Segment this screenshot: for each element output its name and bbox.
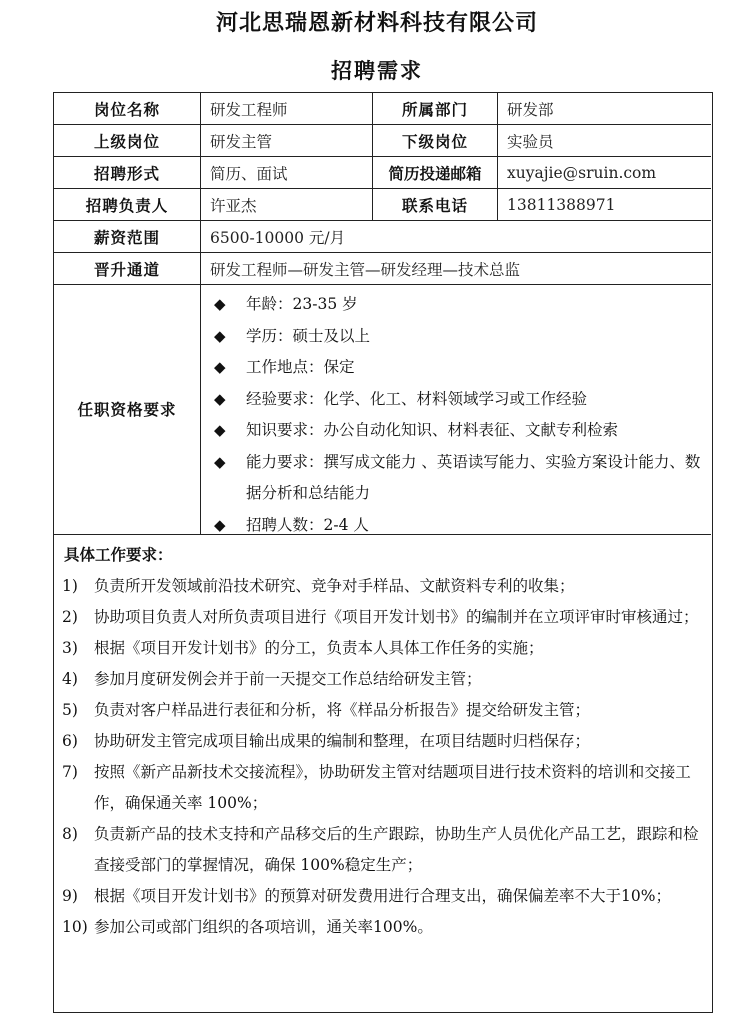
- document-title: 招聘需求: [331, 58, 423, 83]
- subordinate-value: 实验员: [507, 132, 554, 151]
- diamond-bullet-icon: ◆: [214, 358, 226, 376]
- subordinate-label: 下级岗位: [401, 131, 468, 151]
- department-label: 所属部门: [401, 99, 468, 119]
- email-value[interactable]: xuyajie@sruin.com: [507, 163, 657, 182]
- diamond-bullet-icon: ◆: [214, 326, 226, 345]
- position-label: 岗位名称: [93, 99, 160, 119]
- promotion-value: 研发工程师—研发主管—研发经理—技术总监: [210, 260, 521, 279]
- requirement-item: ◆ 经验要求：化学、化工、材料领域学习或工作经验: [214, 384, 709, 416]
- requirement-item: ◆ 学历：硕士及以上: [214, 321, 709, 353]
- duty-item: 7) 按照《新产品新技术交接流程》，协助研发主管对结题项目进行技术资料的培训和交接工作，确保通关率 100%；: [62, 763, 691, 812]
- duties-list: [62, 571, 707, 943]
- duty-item: 10) 参加公司或部门组织的各项培训，通关率100%。: [62, 918, 433, 936]
- phone-label: 联系电话: [401, 195, 468, 215]
- duty-item: 4) 参加月度研发例会并于前一天提交工作总结给研发主管；: [62, 670, 482, 688]
- duty-item: 8) 负责新产品的技术支持和产品移交后的生产跟踪，协助生产人员优化产品工艺，跟踪和检查接受部门的掌握情况，确保 100%稳定生产；: [62, 825, 699, 874]
- superior-label: 上级岗位: [93, 131, 160, 151]
- diamond-bullet-icon: ◆: [214, 452, 226, 471]
- salary-value: 6500-10000 元/月: [210, 228, 346, 247]
- contact-person-label: 招聘负责人: [85, 195, 169, 215]
- duty-item: 3) 根据《项目开发计划书》的分工，负责本人具体工作任务的实施；: [62, 639, 544, 657]
- email-label: 简历投递邮箱: [388, 163, 482, 183]
- salary-label: 薪资范围: [93, 227, 160, 247]
- phone-value[interactable]: 13811388971: [507, 195, 616, 214]
- duty-item: 5) 负责对客户样品进行表征和分析，将《样品分析报告》提交给研发主管；: [62, 701, 591, 719]
- method-value: 简历、面试: [210, 164, 288, 183]
- requirement-item: ◆ 工作地点：保定: [214, 352, 709, 384]
- superior-value: 研发主管: [210, 132, 273, 151]
- diamond-bullet-icon: ◆: [214, 421, 226, 439]
- requirements-list: [214, 289, 709, 541]
- requirement-item: ◆ 年龄：23-35 岁: [214, 289, 709, 321]
- duties-heading: 具体工作要求：: [64, 545, 173, 564]
- duty-item: 9) 根据《项目开发计划书》的预算对研发费用进行合理支出，确保偏差率不大于10%；: [62, 887, 671, 905]
- diamond-bullet-icon: ◆: [214, 515, 226, 534]
- promotion-label: 晋升通道: [93, 259, 160, 279]
- diamond-bullet-icon: ◆: [214, 389, 226, 408]
- department-value: 研发部: [507, 100, 554, 119]
- recruitment-table: [53, 92, 713, 1013]
- requirement-item: ◆ 招聘人数：2-4 人: [214, 510, 709, 542]
- requirements-label: 任职资格要求: [77, 400, 177, 419]
- requirement-item: ◆ 能力要求：撰写成文能力 、英语读写能力、实验方案设计能力、数据分析和总结能力: [214, 447, 709, 510]
- company-name: 河北思瑞恩新材料科技有限公司: [215, 10, 538, 36]
- duty-item: 6) 协助研发主管完成项目输出成果的编制和整理，在项目结题时归档保存；: [62, 732, 591, 750]
- contact-person-value: 许亚杰: [210, 196, 257, 215]
- duty-item: 2) 协助项目负责人对所负责项目进行《项目开发计划书》的编制并在立项评审时审核通过；: [62, 608, 699, 626]
- duty-item: 1) 负责所开发领域前沿技术研究、竞争对手样品、文献资料专利的收集；: [62, 577, 575, 595]
- position-value: 研发工程师: [210, 100, 288, 119]
- requirement-item: ◆ 知识要求：办公自动化知识、材料表征、文献专利检索: [214, 415, 709, 447]
- diamond-bullet-icon: ◆: [214, 295, 226, 313]
- method-label: 招聘形式: [93, 163, 160, 183]
